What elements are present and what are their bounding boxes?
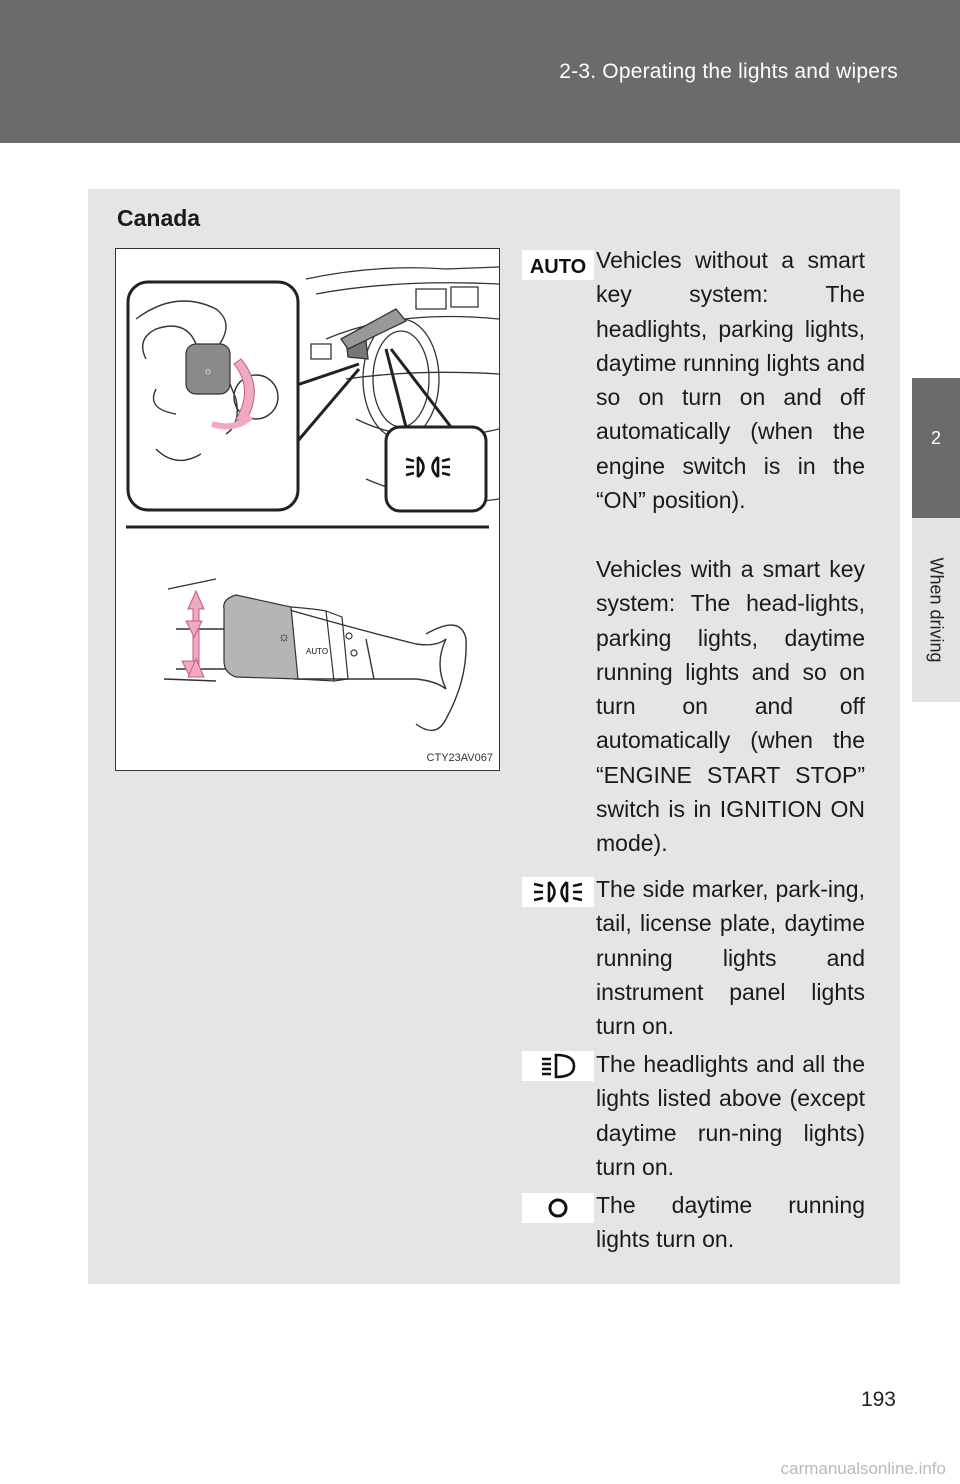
side-tab-number: 2 — [930, 428, 941, 448]
svg-text:AUTO: AUTO — [306, 647, 329, 656]
item-daytime-text: The daytime running lights turn on. — [596, 1192, 865, 1253]
svg-text:☼: ☼ — [277, 628, 291, 644]
auto-icon — [522, 250, 594, 280]
daytime-running-lights-icon — [522, 1193, 594, 1223]
watermark: carmanualsonline.info — [780, 1459, 946, 1478]
page-number: 193 — [860, 1388, 896, 1411]
item-side-marker-text: The side marker, park-ing, tail, license plate, daytime running lights and instrument panel lights turn on. — [596, 876, 865, 1040]
svg-text:☼: ☼ — [203, 366, 213, 377]
figure-code: CTY23AV067 — [426, 752, 493, 764]
side-tab-label: When driving — [926, 557, 947, 663]
switch-illustration — [115, 248, 500, 771]
headlights-icon — [522, 1051, 594, 1081]
item-auto-text-1: Vehicles without a smart key system: The headlights, parking lights, daytime running lights and so on turn on and off automatically (when the engine switch is in the “ON” position). — [596, 247, 865, 514]
section-title: Canada — [117, 205, 201, 231]
item-headlights-text: The headlights and all the lights listed above (except daytime run-ning lights) turn on. — [596, 1051, 865, 1180]
header-title: 2-3. Operating the lights and wipers — [559, 60, 898, 83]
item-auto-text-2: Vehicles with a smart key system: The head-lights, parking lights, daytime running lights and so on turn on and off automatically (when the “ENGINE START STOP” switch is in IGNITION ON mode). — [596, 556, 865, 857]
svg-text:AUTO: AUTO — [529, 256, 587, 278]
side-marker-lights-icon — [522, 877, 594, 907]
